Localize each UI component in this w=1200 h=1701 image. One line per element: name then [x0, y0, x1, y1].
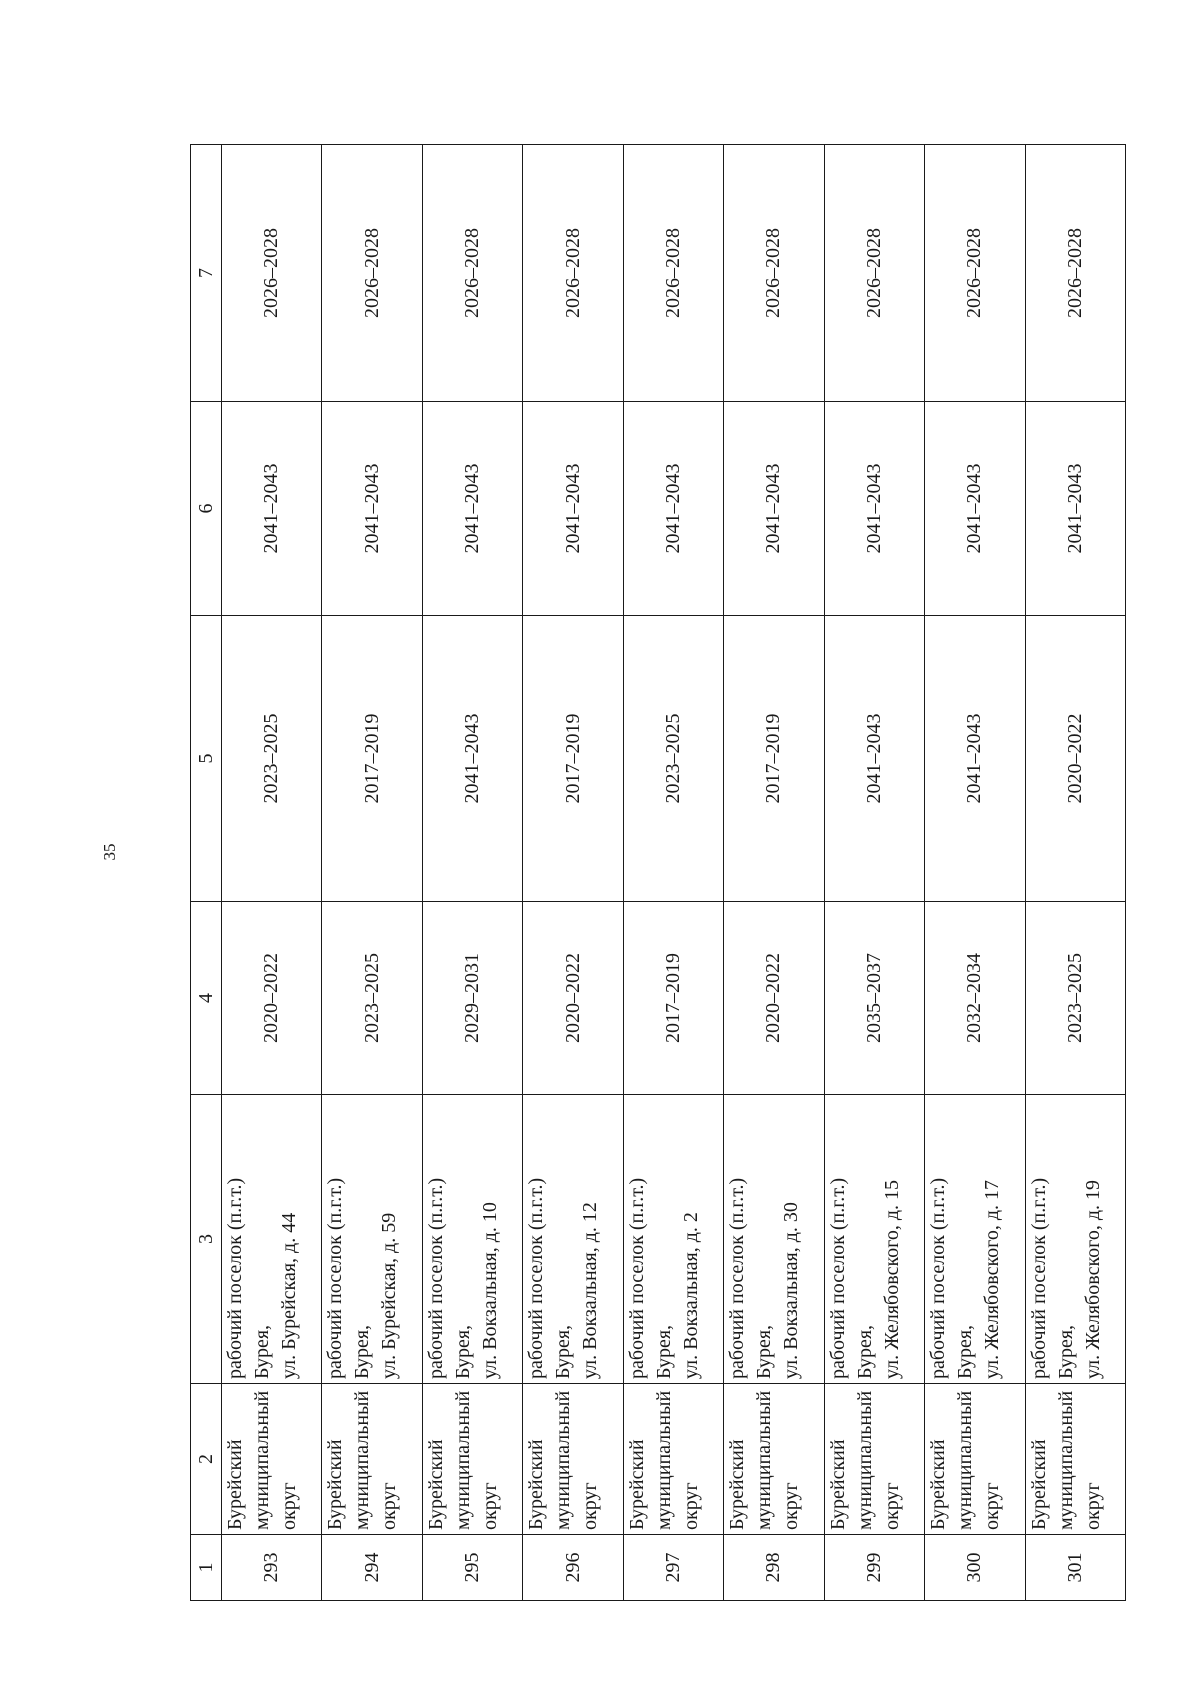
district-line: Бурейский	[224, 1439, 246, 1530]
period-cell-6: 2041–2043	[824, 402, 924, 616]
column-header-6: 6	[191, 402, 222, 616]
data-table	[190, 144, 1126, 1601]
address-line: ул. Вокзальная, д. 30	[780, 1202, 803, 1379]
table-body	[222, 145, 1126, 1601]
period-cell-5: 2023–2025	[222, 616, 322, 902]
address-line: рабочий поселок (п.г.т.)	[927, 1177, 950, 1379]
address-line: рабочий поселок (п.г.т.)	[525, 1177, 548, 1379]
address-cell	[925, 1095, 1025, 1384]
period-cell-4: 2029–2031	[422, 902, 522, 1095]
period-cell-4: 2023–2025	[322, 902, 422, 1095]
district-line: округ	[780, 1482, 803, 1530]
column-header-4: 4	[191, 902, 222, 1095]
address-line: рабочий поселок (п.г.т.)	[726, 1177, 749, 1379]
period-cell-4: 2017–2019	[623, 902, 723, 1095]
page-number: 35	[100, 843, 119, 861]
row-number: 301	[1025, 1535, 1126, 1601]
address-line: Бурея,	[652, 1324, 675, 1379]
table-row	[422, 145, 522, 1601]
address-cell	[1025, 1095, 1126, 1384]
period-cell-4: 2020–2022	[724, 902, 824, 1095]
period-cell-5: 2020–2022	[1025, 616, 1126, 902]
district-line: округ	[579, 1482, 602, 1530]
table-row	[824, 145, 924, 1601]
address-line: ул. Желябовского, д. 15	[880, 1179, 903, 1379]
table-row	[222, 145, 322, 1601]
column-header-2: 2	[191, 1384, 222, 1535]
address-line: ул. Вокзальная, д. 2	[679, 1212, 702, 1379]
address-line: рабочий поселок (п.г.т.)	[424, 1177, 447, 1379]
period-cell-7: 2026–2028	[322, 145, 422, 402]
address-line: Бурея,	[251, 1324, 273, 1379]
column-header-3: 3	[191, 1095, 222, 1384]
address-line: рабочий поселок (п.г.т.)	[224, 1177, 246, 1379]
period-cell-7: 2026–2028	[1025, 145, 1126, 402]
district-cell	[623, 1384, 723, 1535]
district-line: Бурейский	[525, 1439, 548, 1530]
period-cell-4: 2020–2022	[222, 902, 322, 1095]
address-line: Бурея,	[853, 1324, 876, 1379]
row-number: 299	[824, 1535, 924, 1601]
address-line: ул. Бурейская, д. 59	[378, 1212, 401, 1379]
district-line: муниципальный	[853, 1390, 876, 1530]
period-cell-5: 2041–2043	[925, 616, 1025, 902]
district-line: Бурейский	[424, 1439, 447, 1530]
district-line: Бурейский	[1027, 1439, 1050, 1530]
address-cell	[222, 1095, 322, 1384]
address-line: Бурея,	[351, 1324, 374, 1379]
address-line: ул. Бурейская, д. 44	[278, 1212, 300, 1379]
period-cell-7: 2026–2028	[222, 145, 322, 402]
period-cell-7: 2026–2028	[724, 145, 824, 402]
period-cell-5: 2017–2019	[523, 616, 623, 902]
district-line: муниципальный	[753, 1390, 776, 1530]
address-line: рабочий поселок (п.г.т.)	[625, 1177, 648, 1379]
district-line: Бурейский	[726, 1439, 749, 1530]
district-line: округ	[278, 1482, 300, 1530]
district-line: Бурейский	[625, 1439, 648, 1530]
district-cell	[824, 1384, 924, 1535]
period-cell-5: 2017–2019	[724, 616, 824, 902]
district-cell	[322, 1384, 422, 1535]
address-line: Бурея,	[753, 1324, 776, 1379]
column-header-5: 5	[191, 616, 222, 902]
table-row	[523, 145, 623, 1601]
row-number: 295	[422, 1535, 522, 1601]
row-number: 300	[925, 1535, 1025, 1601]
period-cell-7: 2026–2028	[422, 145, 522, 402]
address-line: ул. Вокзальная, д. 10	[478, 1202, 501, 1379]
period-cell-5: 2017–2019	[322, 616, 422, 902]
table-row	[322, 145, 422, 1601]
district-line: Бурейский	[927, 1439, 950, 1530]
table-row	[724, 145, 824, 1601]
period-cell-5: 2023–2025	[623, 616, 723, 902]
district-line: Бурейский	[324, 1439, 347, 1530]
period-cell-4: 2035–2037	[824, 902, 924, 1095]
district-line: муниципальный	[251, 1390, 273, 1530]
period-cell-7: 2026–2028	[925, 145, 1025, 402]
district-line: муниципальный	[954, 1390, 977, 1530]
district-cell	[422, 1384, 522, 1535]
district-line: Бурейский	[826, 1439, 849, 1530]
address-cell	[422, 1095, 522, 1384]
period-cell-6: 2041–2043	[724, 402, 824, 616]
address-line: рабочий поселок (п.г.т.)	[1027, 1177, 1050, 1379]
column-header-1: 1	[191, 1535, 222, 1601]
district-line: муниципальный	[351, 1390, 374, 1530]
period-cell-7: 2026–2028	[623, 145, 723, 402]
period-cell-6: 2041–2043	[925, 402, 1025, 616]
row-number: 296	[523, 1535, 623, 1601]
address-cell	[623, 1095, 723, 1384]
header-row	[191, 145, 222, 1601]
period-cell-4: 2023–2025	[1025, 902, 1126, 1095]
address-line: ул. Вокзальная, д. 12	[579, 1202, 602, 1379]
period-cell-5: 2041–2043	[422, 616, 522, 902]
period-cell-6: 2041–2043	[623, 402, 723, 616]
table-row	[1025, 145, 1126, 1601]
district-cell	[523, 1384, 623, 1535]
column-header-7: 7	[191, 145, 222, 402]
district-line: муниципальный	[451, 1390, 474, 1530]
district-cell	[724, 1384, 824, 1535]
district-line: округ	[880, 1482, 903, 1530]
address-line: Бурея,	[451, 1324, 474, 1379]
period-cell-4: 2020–2022	[523, 902, 623, 1095]
address-line: Бурея,	[1054, 1324, 1077, 1379]
period-cell-6: 2041–2043	[322, 402, 422, 616]
row-number: 297	[623, 1535, 723, 1601]
address-cell	[824, 1095, 924, 1384]
district-line: округ	[981, 1482, 1004, 1530]
address-line: рабочий поселок (п.г.т.)	[324, 1177, 347, 1379]
period-cell-7: 2026–2028	[523, 145, 623, 402]
period-cell-4: 2032–2034	[925, 902, 1025, 1095]
district-line: муниципальный	[552, 1390, 575, 1530]
address-cell	[322, 1095, 422, 1384]
district-line: округ	[478, 1482, 501, 1530]
period-cell-6: 2041–2043	[523, 402, 623, 616]
period-cell-6: 2041–2043	[1025, 402, 1126, 616]
address-cell	[523, 1095, 623, 1384]
district-line: муниципальный	[652, 1390, 675, 1530]
period-cell-5: 2041–2043	[824, 616, 924, 902]
district-line: округ	[679, 1482, 702, 1530]
district-cell	[925, 1384, 1025, 1535]
period-cell-6: 2041–2043	[422, 402, 522, 616]
district-cell	[222, 1384, 322, 1535]
row-number: 294	[322, 1535, 422, 1601]
table-row	[925, 145, 1025, 1601]
address-line: рабочий поселок (п.г.т.)	[826, 1177, 849, 1379]
address-line: Бурея,	[954, 1324, 977, 1379]
period-cell-6: 2041–2043	[222, 402, 322, 616]
table-row	[623, 145, 723, 1601]
district-line: муниципальный	[1054, 1390, 1077, 1530]
row-number: 298	[724, 1535, 824, 1601]
address-cell	[724, 1095, 824, 1384]
district-line: округ	[1081, 1482, 1104, 1530]
period-cell-7: 2026–2028	[824, 145, 924, 402]
address-line: ул. Желябовского, д. 19	[1081, 1179, 1104, 1379]
district-cell	[1025, 1384, 1126, 1535]
address-line: ул. Желябовского, д. 17	[981, 1179, 1004, 1379]
address-line: Бурея,	[552, 1324, 575, 1379]
row-number: 293	[222, 1535, 322, 1601]
rotated-table-container	[190, 145, 1126, 1601]
district-line: округ	[378, 1482, 401, 1530]
